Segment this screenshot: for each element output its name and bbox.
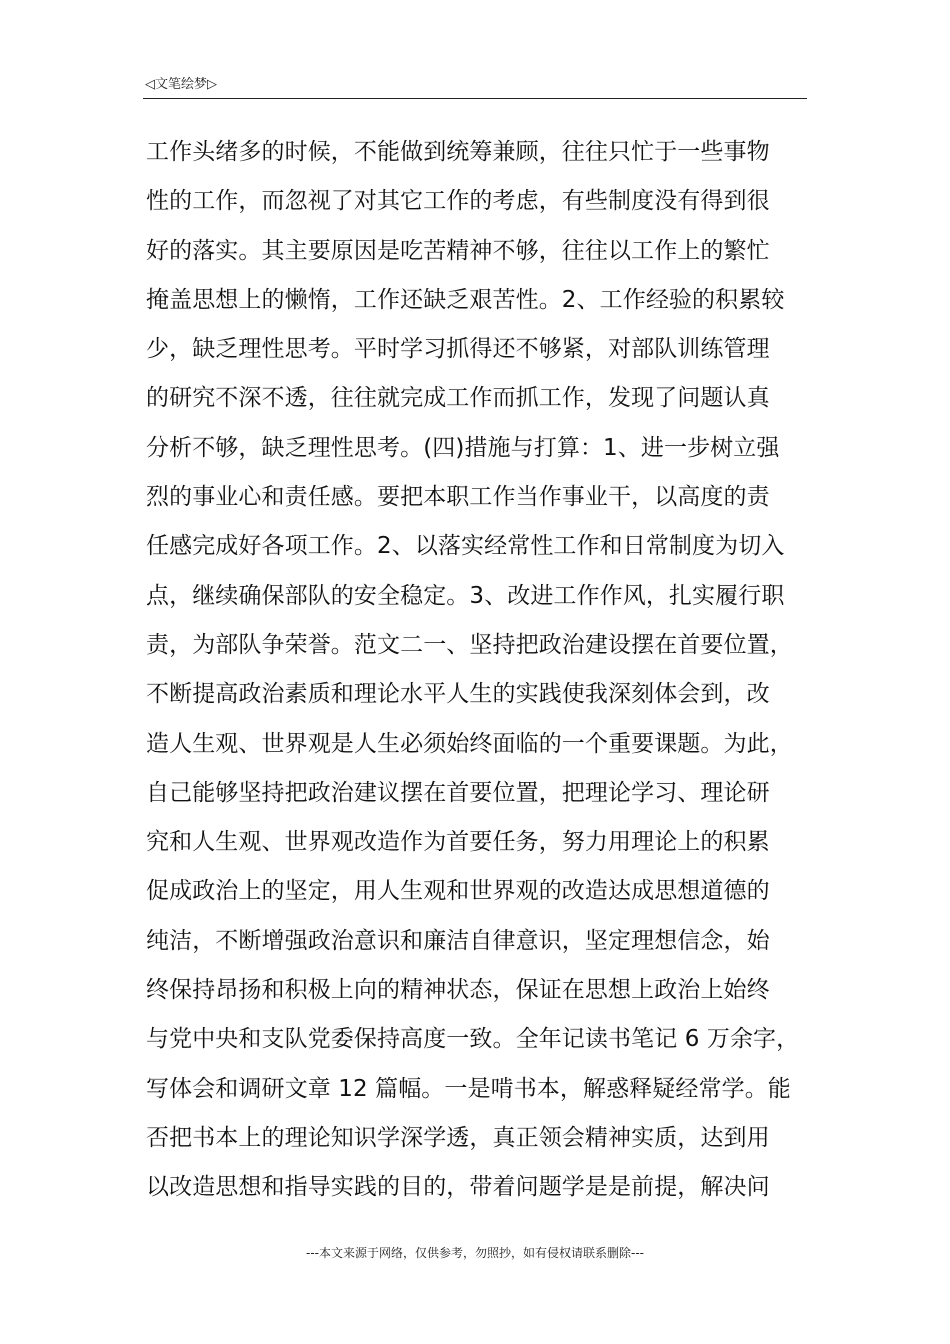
document-body: [146, 133, 810, 1218]
text-line: 责，为部队争荣誉。范文二一、坚持把政治建设摆在首要位置，: [146, 631, 793, 658]
page-footer-notice: ---本文来源于网络，仅供参考，勿照抄，如有侵权请联系删除---: [306, 1246, 644, 1260]
header-title: ◁文笔绘梦▷: [145, 77, 217, 92]
text-line: 好的落实。其主要原因是吃苦精神不够，往往以工作上的繁忙: [146, 237, 770, 264]
text-line: 自己能够坚持把政治建议摆在首要位置，把理论学习、理论研: [146, 779, 770, 806]
text-line: 的研究不深不透，往往就完成工作而抓工作，发现了问题认真: [146, 385, 770, 412]
text-line: 终保持昂扬和积极上向的精神状态，保证在思想上政治上始终: [146, 977, 770, 1004]
text-line: 点，继续确保部队的安全稳定。3、改进工作作风，扎实履行职: [146, 582, 785, 609]
text-line: 以改造思想和指导实践的目的，带着问题学是是前提，解决问: [146, 1174, 770, 1201]
text-line: 性的工作，而忽视了对其它工作的考虑，有些制度没有得到很: [146, 188, 770, 215]
text-line: 与党中央和支队党委保持高度一致。全年记读书笔记 6 万余字，: [146, 1026, 800, 1053]
text-line: 究和人生观、世界观改造作为首要任务，努力用理论上的积累: [146, 829, 770, 856]
text-line: 促成政治上的坚定，用人生观和世界观的改造达成思想道德的: [146, 878, 770, 905]
text-line: 否把书本上的理论知识学深学透，真正领会精神实质，达到用: [146, 1124, 770, 1151]
text-line: 不断提高政治素质和理论水平人生的实践使我深刻体会到，改: [146, 681, 770, 708]
text-line: 纯洁，不断增强政治意识和廉洁自律意识，坚定理想信念，始: [146, 927, 770, 954]
text-line: 工作头绪多的时候，不能做到统筹兼顾，往往只忙于一些事物: [146, 139, 770, 165]
text-line: 分析不够，缺乏理性思考。(四)措施与打算：1、进一步树立强: [146, 434, 780, 461]
text-line: 造人生观、世界观是人生必须始终面临的一个重要课题。为此，: [146, 730, 793, 757]
text-line: 烈的事业心和责任感。要把本职工作当作事业干，以高度的责: [146, 484, 770, 511]
text-line: 写体会和调研文章 12 篇幅。一是啃书本，解惑释疑经常学。能: [146, 1075, 791, 1102]
text-line: 少，缺乏理性思考。平时学习抓得还不够紧，对部队训练管理: [146, 336, 770, 363]
text-line: 掩盖思想上的懒惰，工作还缺乏艰苦性。2、工作经验的积累较: [146, 286, 785, 313]
page-header: [143, 76, 807, 99]
text-line: 任感完成好各项工作。2、以落实经常性工作和日常制度为切入: [146, 533, 785, 560]
